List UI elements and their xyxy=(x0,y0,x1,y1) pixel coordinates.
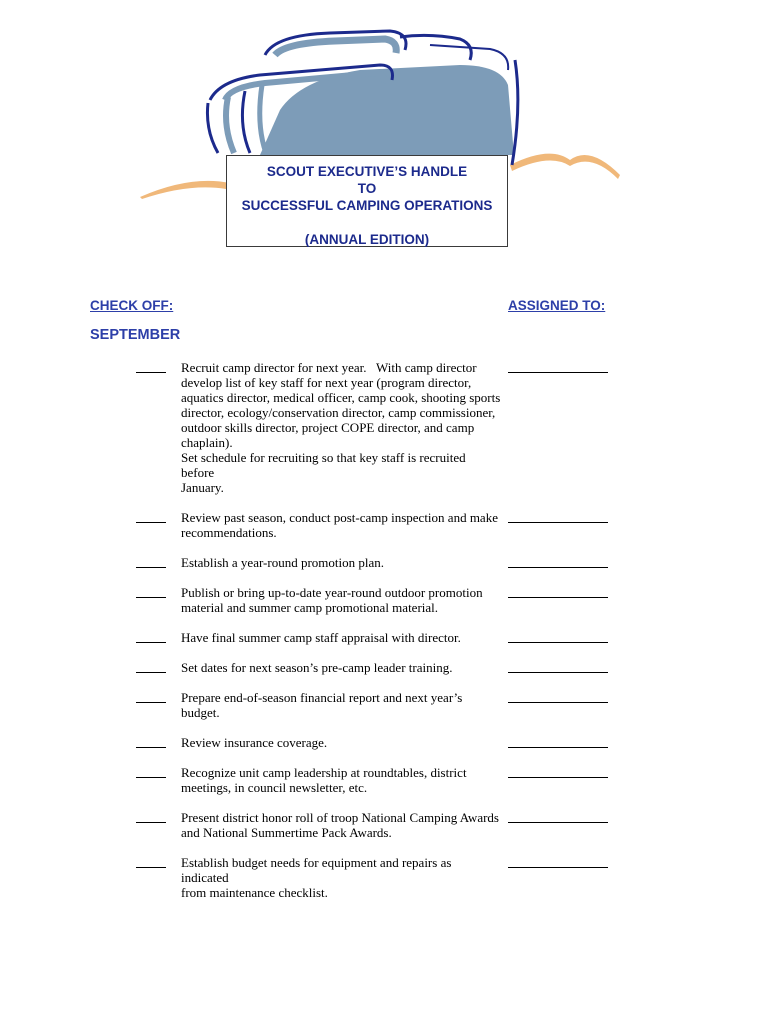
assigned-to-blank[interactable] xyxy=(508,642,608,643)
check-off-blank[interactable] xyxy=(136,585,168,598)
checklist-item xyxy=(0,555,770,570)
assigned-to-blank[interactable] xyxy=(508,567,608,568)
item-text: Establish budget needs for equipment and repairs as indicated from maintenance checklist. xyxy=(181,855,452,900)
title-line-1: SCOUT EXECUTIVE’S HANDLE xyxy=(266,164,468,179)
assigned-to-blank[interactable] xyxy=(508,672,608,673)
check-off-blank[interactable] xyxy=(136,810,168,823)
title-box xyxy=(226,155,508,247)
checklist-item xyxy=(0,630,770,645)
item-text: Set dates for next season’s pre-camp leader training. xyxy=(181,660,453,675)
item-text: Establish a year-round promotion plan. xyxy=(181,555,384,570)
check-off-blank[interactable] xyxy=(136,855,168,868)
checklist-item xyxy=(0,360,770,495)
item-text: Have final summer camp staff appraisal with director. xyxy=(181,630,461,645)
check-off-blank[interactable] xyxy=(136,510,168,523)
check-off-blank[interactable] xyxy=(136,765,168,778)
check-off-blank[interactable] xyxy=(136,690,168,703)
checklist-item xyxy=(0,765,770,795)
item-text: Recruit camp director for next year. With camp director develop list of key staff for next year (program director, aquatics director, medical officer, camp cook, shooting sports director, ecology/conservation director, camp commissioner, outdoor skills director, project COPE director, and camp chaplain). Set schedule for recruiting so that key staff is recruited before January. xyxy=(181,360,501,495)
item-text: Prepare end-of-season financial report and next year’s budget. xyxy=(181,690,466,720)
title-line-2: TO xyxy=(357,181,377,196)
check-off-blank[interactable] xyxy=(136,630,168,643)
checklist-item xyxy=(0,855,770,900)
checklist xyxy=(0,360,770,915)
assigned-to-blank[interactable] xyxy=(508,822,608,823)
check-off-header: CHECK OFF: xyxy=(90,298,174,313)
assigned-to-blank[interactable] xyxy=(508,597,608,598)
assigned-to-blank[interactable] xyxy=(508,747,608,748)
title-edition: (ANNUAL EDITION) xyxy=(304,232,430,247)
title-line-3: SUCCESSFUL CAMPING OPERATIONS xyxy=(241,198,493,213)
check-off-blank[interactable] xyxy=(136,555,168,568)
checklist-item xyxy=(0,810,770,840)
assigned-to-header: ASSIGNED TO: xyxy=(508,298,606,313)
check-off-blank[interactable] xyxy=(136,735,168,748)
item-text: Recognize unit camp leadership at roundtables, district meetings, in council newsletter, etc. xyxy=(181,765,467,795)
checklist-item xyxy=(0,510,770,540)
assigned-to-blank[interactable] xyxy=(508,702,608,703)
item-text: Present district honor roll of troop National Camping Awards and National Summertime Pack Awards. xyxy=(181,810,499,840)
assigned-to-blank[interactable] xyxy=(508,867,608,868)
checklist-item xyxy=(0,585,770,615)
item-text: Publish or bring up-to-date year-round outdoor promotion material and summer camp promotional material. xyxy=(181,585,483,615)
check-off-blank[interactable] xyxy=(136,360,168,373)
item-text: Review past season, conduct post-camp inspection and make recommendations. xyxy=(181,510,498,540)
checklist-item xyxy=(0,660,770,675)
assigned-to-blank[interactable] xyxy=(508,522,608,523)
checklist-item xyxy=(0,690,770,720)
check-off-blank[interactable] xyxy=(136,660,168,673)
item-text: Review insurance coverage. xyxy=(181,735,328,750)
section-title: SEPTEMBER xyxy=(90,327,181,343)
assigned-to-blank[interactable] xyxy=(508,777,608,778)
checklist-item xyxy=(0,735,770,750)
assigned-to-blank[interactable] xyxy=(508,372,608,373)
